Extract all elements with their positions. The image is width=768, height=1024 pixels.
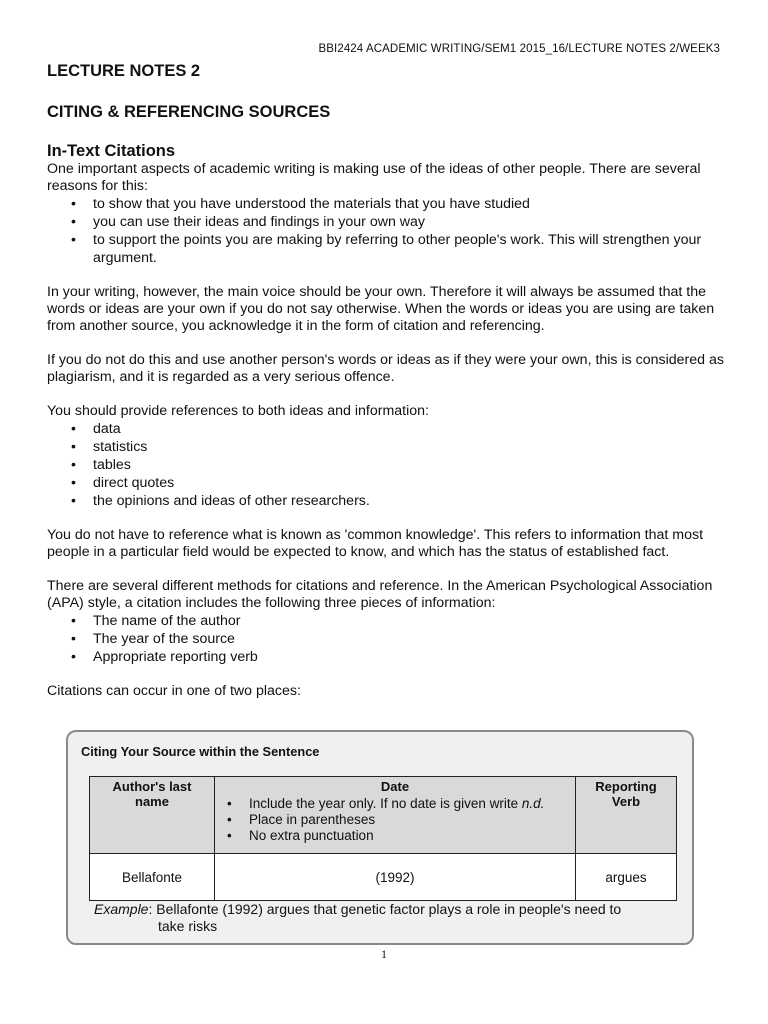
list-item: • The name of the author bbox=[93, 612, 727, 630]
citation-table bbox=[89, 776, 677, 901]
cell-date: (1992) bbox=[215, 854, 576, 901]
cell-verb: argues bbox=[576, 854, 677, 901]
example-continuation: take risks bbox=[158, 918, 218, 934]
date-notes-list bbox=[219, 796, 571, 844]
list-item: • The year of the source bbox=[93, 630, 727, 648]
paragraph-apa: There are several different methods for citations and reference. In the American Psychological Association (APA) style, a citation includes the following three pieces of information: bbox=[47, 578, 713, 611]
list-item: • you can use their ideas and findings in your own way bbox=[93, 213, 727, 231]
list-item: • to support the points you are making by referring to other people's work. This will strengthen your argument. bbox=[93, 231, 727, 267]
references-list bbox=[47, 420, 727, 510]
example-sentence bbox=[94, 901, 684, 935]
list-item: • direct quotes bbox=[93, 474, 727, 492]
header-date-label: Date bbox=[380, 779, 410, 794]
paragraph-own-voice: In your writing, however, the main voice should be your own. Therefore it will always be assumed that the words or ideas are your own if you do not say otherwise. When the words or ideas you are using are taken from another source, you acknowledge it in the form of citation and referencing. bbox=[47, 284, 715, 334]
apa-list bbox=[47, 612, 727, 666]
table-row bbox=[90, 854, 677, 901]
list-item: • No extra punctuation bbox=[249, 828, 571, 844]
example-label: Example bbox=[94, 901, 149, 917]
document-body bbox=[47, 58, 727, 700]
date-note-text: Include the year only. If no date is given write bbox=[249, 796, 522, 811]
list-item: • the opinions and ideas of other researchers. bbox=[93, 492, 727, 510]
list-item: • tables bbox=[93, 456, 727, 474]
list-item: • data bbox=[93, 420, 727, 438]
list-item: • Appropriate reporting verb bbox=[93, 648, 727, 666]
list-item: • statistics bbox=[93, 438, 727, 456]
box-title: Citing Your Source within the Sentence bbox=[81, 744, 320, 759]
section-title: CITING & REFERENCING SOURCES bbox=[47, 103, 331, 121]
paragraph-references: You should provide references to both ideas and information: bbox=[47, 403, 430, 419]
subsection-title: In-Text Citations bbox=[47, 142, 176, 160]
paragraph-common-knowledge: You do not have to reference what is known as 'common knowledge'. This refers to information that most people in a particular field would be expected to know, and which has the status of established fact. bbox=[47, 527, 704, 560]
header-verb: Reporting Verb bbox=[576, 777, 677, 854]
list-item: • Place in parentheses bbox=[249, 812, 571, 828]
lecture-title: LECTURE NOTES 2 bbox=[47, 62, 201, 80]
paragraph-plagiarism: If you do not do this and use another person's words or ideas as if they were your own, this is considered as plagiarism, and it is regarded as a very serious offence. bbox=[47, 352, 724, 385]
header-date bbox=[215, 777, 576, 854]
citation-example-box bbox=[66, 730, 694, 945]
table-header-row bbox=[90, 777, 677, 854]
example-text: : Bellafonte (1992) argues that genetic factor plays a role in people's need to bbox=[148, 901, 622, 917]
paragraph-intro: One important aspects of academic writing is making use of the ideas of other people. There are several reasons for this: bbox=[47, 161, 701, 194]
cell-author: Bellafonte bbox=[90, 854, 215, 901]
running-header: BBI2424 ACADEMIC WRITING/SEM1 2015_16/LECTURE NOTES 2/WEEK3 bbox=[318, 43, 720, 55]
list-item bbox=[249, 796, 571, 812]
paragraph-citation-places: Citations can occur in one of two places: bbox=[47, 683, 301, 699]
page-number: 1 bbox=[381, 947, 387, 961]
date-note-nd: n.d. bbox=[521, 796, 545, 811]
reasons-list bbox=[47, 195, 727, 267]
header-author: Author's last name bbox=[90, 777, 215, 854]
list-item: • to show that you have understood the materials that you have studied bbox=[93, 195, 727, 213]
